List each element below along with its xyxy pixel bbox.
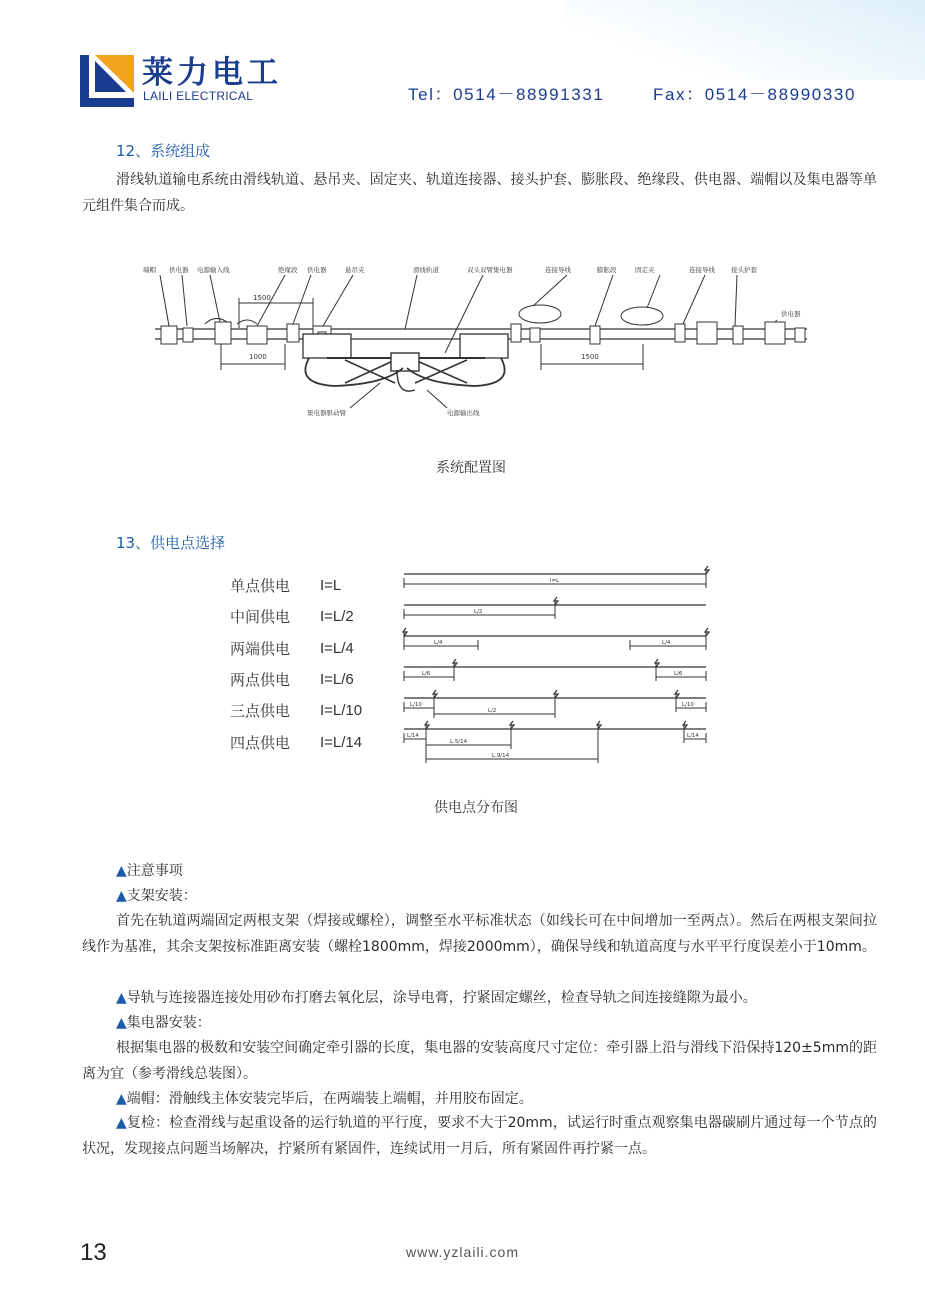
recheck-note-text: 复检：检查滑线与起重设备的运行轨道的平行度，要求不大于20mm，试运行时重点观察集电器碳刷片通过每一个节点的状况，发现接点问题当场解决，拧紧所有紧固件，连续试用一月后，所有紧固件再拧紧一点。: [82, 1115, 877, 1157]
dim-r6-l14-left: L/14: [407, 733, 419, 739]
dim-r4-l6-left: L/6: [422, 671, 431, 677]
dimension-1000: 1000: [249, 353, 267, 361]
label-power-output: 电源输出线: [447, 409, 480, 417]
notes-title-text: 注意事项: [126, 863, 183, 879]
supply-mode-formula: I=L/2: [320, 608, 354, 625]
label-insulation: 绝缘段: [278, 266, 298, 274]
supply-mode-label: 中间供电: [230, 608, 291, 626]
dim-r5-l2: L/2: [488, 708, 497, 714]
supply-mode-formula: I=L/14: [320, 734, 363, 751]
website-url: www.yzlaili.com: [405, 1244, 519, 1260]
bracket-install-title: [116, 886, 197, 906]
dim-r5-l10-right: L/10: [682, 702, 694, 708]
label-collector: 双头双臂集电器: [467, 266, 513, 274]
label-connector-wire: 连接导线: [545, 266, 571, 274]
logo-cn-name: 莱力电工: [142, 55, 282, 91]
label-feeder-2: 供电器: [307, 266, 327, 274]
page-number: 13: [80, 1239, 107, 1266]
bracket-install-body: 首先在轨道两端固定两根支架（焊接或螺栓），调整至水平标准状态（如线长可在中间增加一至两点）。然后在两根支架间拉线作为基准，其余支架按标准距离安装（螺栓1800mm，焊接2000mm），确保导线和轨道高度与水平平行度误差小于10mm。: [82, 913, 877, 955]
section-13-heading: 13、供电点选择: [116, 534, 226, 552]
collector-install-title-text: 集电器安装：: [126, 1015, 211, 1031]
logo-icon: [80, 55, 134, 107]
end-cap-note-text: 端帽：滑触线主体安装完毕后，在两端装上端帽，并用胶布固定。: [126, 1091, 533, 1107]
triangle-bullet-icon: ▲: [116, 888, 127, 904]
logo-en-name: LAILI ELECTRICAL: [143, 89, 254, 103]
dim-r6-l14-right: L/14: [687, 733, 699, 739]
triangle-bullet-icon: ▲: [116, 1015, 127, 1031]
dim-r4-l6-right: L/6: [674, 671, 683, 677]
dim-r3-l4-left: L/4: [434, 640, 443, 646]
dim-r5-l10-left: L/10: [410, 702, 422, 708]
label-joint-cover: 接头护套: [731, 266, 757, 274]
fax-number: Fax：0514－88990330: [653, 85, 856, 104]
label-rail: 滑线轨道: [413, 266, 439, 274]
end-cap-note: [116, 1089, 533, 1109]
dimension-1500-left: 1500: [253, 294, 271, 302]
supply-mode-formula: I=L/6: [320, 671, 354, 688]
supply-mode-formula: I=L/10: [320, 702, 363, 719]
supply-diagram-caption: 供电点分布图: [434, 800, 518, 816]
collector-install-title: [116, 1013, 211, 1033]
label-hanger: 悬吊夹: [345, 266, 365, 274]
dim-r3-l4-right: L/4: [662, 640, 671, 646]
label-feeder-1: 供电器: [169, 266, 189, 274]
supply-mode-label: 两点供电: [230, 671, 291, 689]
supply-point-diagram: [400, 562, 715, 772]
triangle-bullet-icon: ▲: [116, 1115, 127, 1131]
system-configuration-diagram: [135, 258, 815, 430]
dim-r1-l: l=L: [550, 578, 560, 584]
supply-mode-formula: I=L/4: [320, 640, 354, 657]
triangle-bullet-icon: ▲: [116, 1091, 127, 1107]
tel-number: Tel：0514－88991331: [408, 85, 605, 104]
label-power-input: 电源输入线: [197, 266, 230, 274]
section-12-heading: 12、系统组成: [116, 142, 211, 160]
triangle-bullet-icon: ▲: [116, 990, 127, 1006]
label-drive-arm: 集电器驱动臂: [307, 409, 346, 417]
label-expansion: 膨胀段: [597, 266, 617, 274]
dim-r6-l5-14: L.5/14: [450, 739, 468, 745]
dim-r2-l2: L/2: [474, 609, 483, 615]
collector-install-body: 根据集电器的极数和安装空间确定牵引器的长度，集电器的安装高度尺寸定位：牵引器上沿与滑线下沿保持120±5mm的距离为宜（参考滑线总装图）。: [82, 1040, 877, 1082]
label-connector-wire-2: 连接导线: [689, 266, 715, 274]
supply-mode-label: 两端供电: [230, 640, 291, 658]
bracket-install-title-text: 支架安装：: [126, 888, 197, 904]
triangle-bullet-icon: ▲: [116, 863, 127, 879]
supply-mode-formula: I=L: [320, 577, 342, 594]
dimension-1500-right: 1500: [581, 353, 599, 361]
label-end-cap: 端帽: [143, 266, 156, 274]
label-fixed-clamp: 固定夹: [635, 266, 655, 274]
supply-mode-label: 单点供电: [230, 577, 291, 595]
supply-mode-label: 四点供电: [230, 734, 291, 752]
system-diagram-caption: 系统配置图: [436, 460, 506, 476]
dim-r6-l9-14: L.9/14: [492, 753, 510, 759]
notes-title: [116, 861, 183, 881]
rail-connector-note: [116, 988, 757, 1008]
supply-mode-label: 三点供电: [230, 702, 291, 720]
rail-connector-note-text: 导轨与连接器连接处用砂布打磨去氧化层，涂导电膏，拧紧固定螺丝，检查导轨之间连接缝隙为最小。: [126, 990, 757, 1006]
label-feeder-right: 供电器: [781, 310, 801, 318]
header-decoration: [565, 0, 925, 80]
recheck-note: [82, 1111, 877, 1162]
section-12-body: 滑线轨道输电系统由滑线轨道、悬吊夹、固定夹、轨道连接器、接头护套、膨胀段、绝缘段、供电器、端帽以及集电器等单元组件集合而成。: [82, 172, 877, 214]
